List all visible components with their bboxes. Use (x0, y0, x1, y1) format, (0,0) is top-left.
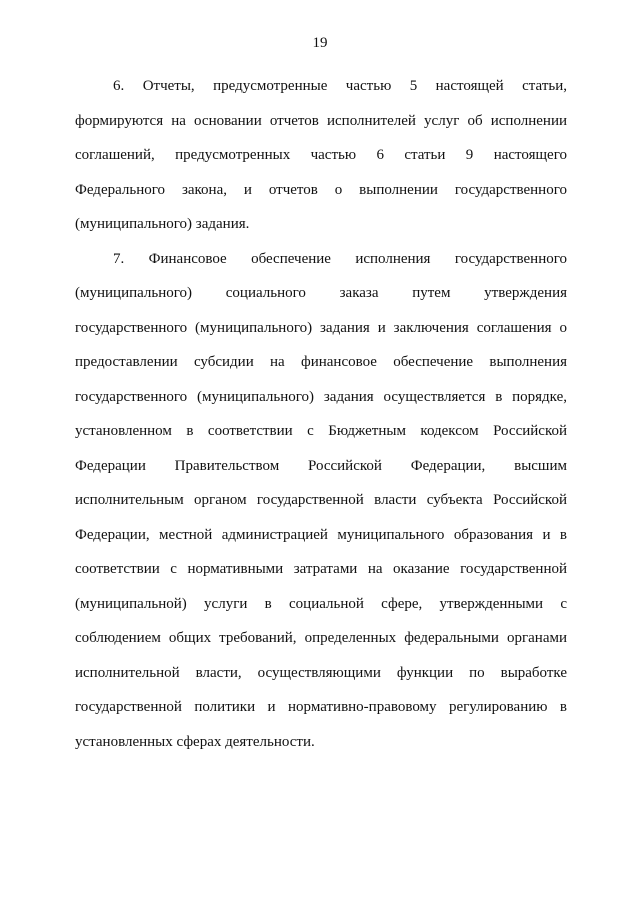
text-line: соглашений, предусмотренных частью 6 статьи 9 настоящего (75, 147, 567, 163)
document-body (75, 69, 567, 759)
text-line: Федерации Правительством Российской Федерации, высшим (75, 457, 567, 474)
text-line: исполнительным органом государственной власти субъекта Российской (75, 492, 567, 508)
text-line: (муниципального) задания. (75, 216, 250, 232)
text-line: государственного (муниципального) задания осуществляется в порядке, (75, 388, 567, 405)
text-line: Федерации, местной администрацией муниципального образования и в (75, 526, 567, 543)
text-line: соответствии с нормативными затратами на оказание государственной (75, 561, 567, 577)
text-line: установленных сферах деятельности. (75, 733, 315, 750)
text-line: соблюдением общих требований, определенных федеральными органами (75, 630, 567, 646)
text-line: предоставлении субсидии на финансовое обеспечение выполнения (75, 354, 567, 370)
paragraph-6 (75, 69, 567, 242)
text-line: (муниципального) социального заказа путем утверждения (75, 285, 567, 301)
text-line: формируются на основании отчетов исполнителей услуг об исполнении (75, 112, 567, 129)
paragraph-7 (75, 242, 567, 760)
text-line: государственного (муниципального) задания и заключения соглашения о (75, 319, 567, 336)
text-line: исполнительной власти, осуществляющими функции по выработке (75, 664, 567, 681)
text-line: 6. Отчеты, предусмотренные частью 5 настоящей статьи, (113, 78, 567, 94)
text-line: 7. Финансовое обеспечение исполнения государственного (113, 250, 567, 267)
page-number: 19 (312, 35, 328, 51)
text-line: установленном в соответствии с Бюджетным кодексом Российской (75, 423, 567, 439)
text-line: (муниципальной) услуги в социальной сфере, утвержденными с (75, 595, 567, 612)
text-line: государственной политики и нормативно-правовому регулированию в (75, 699, 567, 715)
text-line: Федерального закона, и отчетов о выполнении государственного (75, 181, 567, 198)
